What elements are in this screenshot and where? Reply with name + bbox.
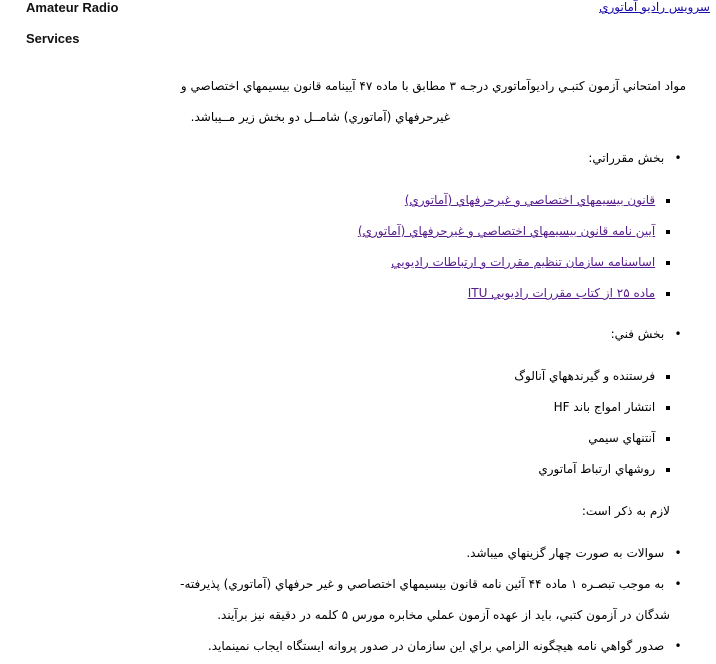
note-item — [208, 638, 684, 654]
technical-item-text: فرستنده و گيرندههاي آنالوگ — [514, 369, 656, 383]
note-item — [466, 545, 684, 561]
technical-heading-text: بخش فني: — [610, 327, 665, 341]
intro-line-1: مواد امتحاني آزمون كتبـي راديوآماتوري درجـه ۳ مطابق با ماده ۴۷ آيينامه قانون بيسيمهاي اختصاصي و — [180, 79, 686, 93]
regulation-item — [405, 192, 672, 208]
itu-article-25-link[interactable]: ماده ۲۵ از كتاب مقررات راديويي ITU — [467, 286, 656, 300]
technical-item-text: انتشار امواج باند HF — [553, 400, 656, 414]
technical-item-text: روشهاي ارتباط آماتوري — [538, 462, 656, 476]
note-item-text: سوالات به صورت چهار گزينهاي ميباشد. — [466, 546, 665, 560]
regulation-item — [358, 223, 672, 239]
technical-heading — [611, 326, 684, 342]
note-item-text: صدور گواهي نامه هيچگونه الزامي براي اين سازمان در صدور پروانه ايستگاه ايجاب نمينمايد. — [207, 639, 665, 653]
regulations-heading — [588, 150, 684, 166]
regulation-item — [391, 254, 672, 270]
technical-item — [538, 461, 672, 477]
technical-item — [588, 430, 672, 446]
technical-item — [514, 368, 672, 384]
note-item-continuation: شدگان در آزمون كتبي، بايد از عهده آزمون عملي مخابره مورس ۵ كلمه در دقيقه نيز برآيند. — [217, 608, 670, 622]
note-item — [180, 576, 684, 592]
technical-item — [554, 399, 672, 415]
note-item-text: به موجب تبصـره ۱ ماده ۴۴ آئين نامه قانون بيسيمهاي اختصاصي و غير حرفهاي (آماتوري) پذيرفته- — [180, 577, 665, 591]
regulations-heading-text: بخش مقرراتي: — [588, 151, 665, 165]
page-title-line2: Services — [26, 31, 80, 46]
page-title-line1: Amateur Radio — [26, 0, 119, 15]
amateur-radio-service-link[interactable]: سرويس راديو آماتوري — [599, 0, 710, 14]
regulation-item — [468, 285, 672, 301]
cra-statute-link[interactable]: اساسنامه سازمان تنظيم مقررات و ارتباطات راديويي — [391, 255, 656, 269]
intro-line-2: غيرحرفهاي (آماتوري) شامــل دو بخش زير مــيباشد. — [190, 110, 450, 124]
law-private-radio-link[interactable]: قانون بيسيمهاي اختصاصي و غيرحرفهاي (آماتوري) — [404, 193, 656, 207]
notes-heading: لازم به ذكر است: — [581, 504, 670, 518]
technical-item-text: آنتنهاي سيمي — [588, 431, 656, 445]
bylaw-private-radio-link[interactable]: آيين نامه قانون بيسيمهاي اختصاصي و غيرحرفهاي (آماتوري) — [357, 224, 656, 238]
